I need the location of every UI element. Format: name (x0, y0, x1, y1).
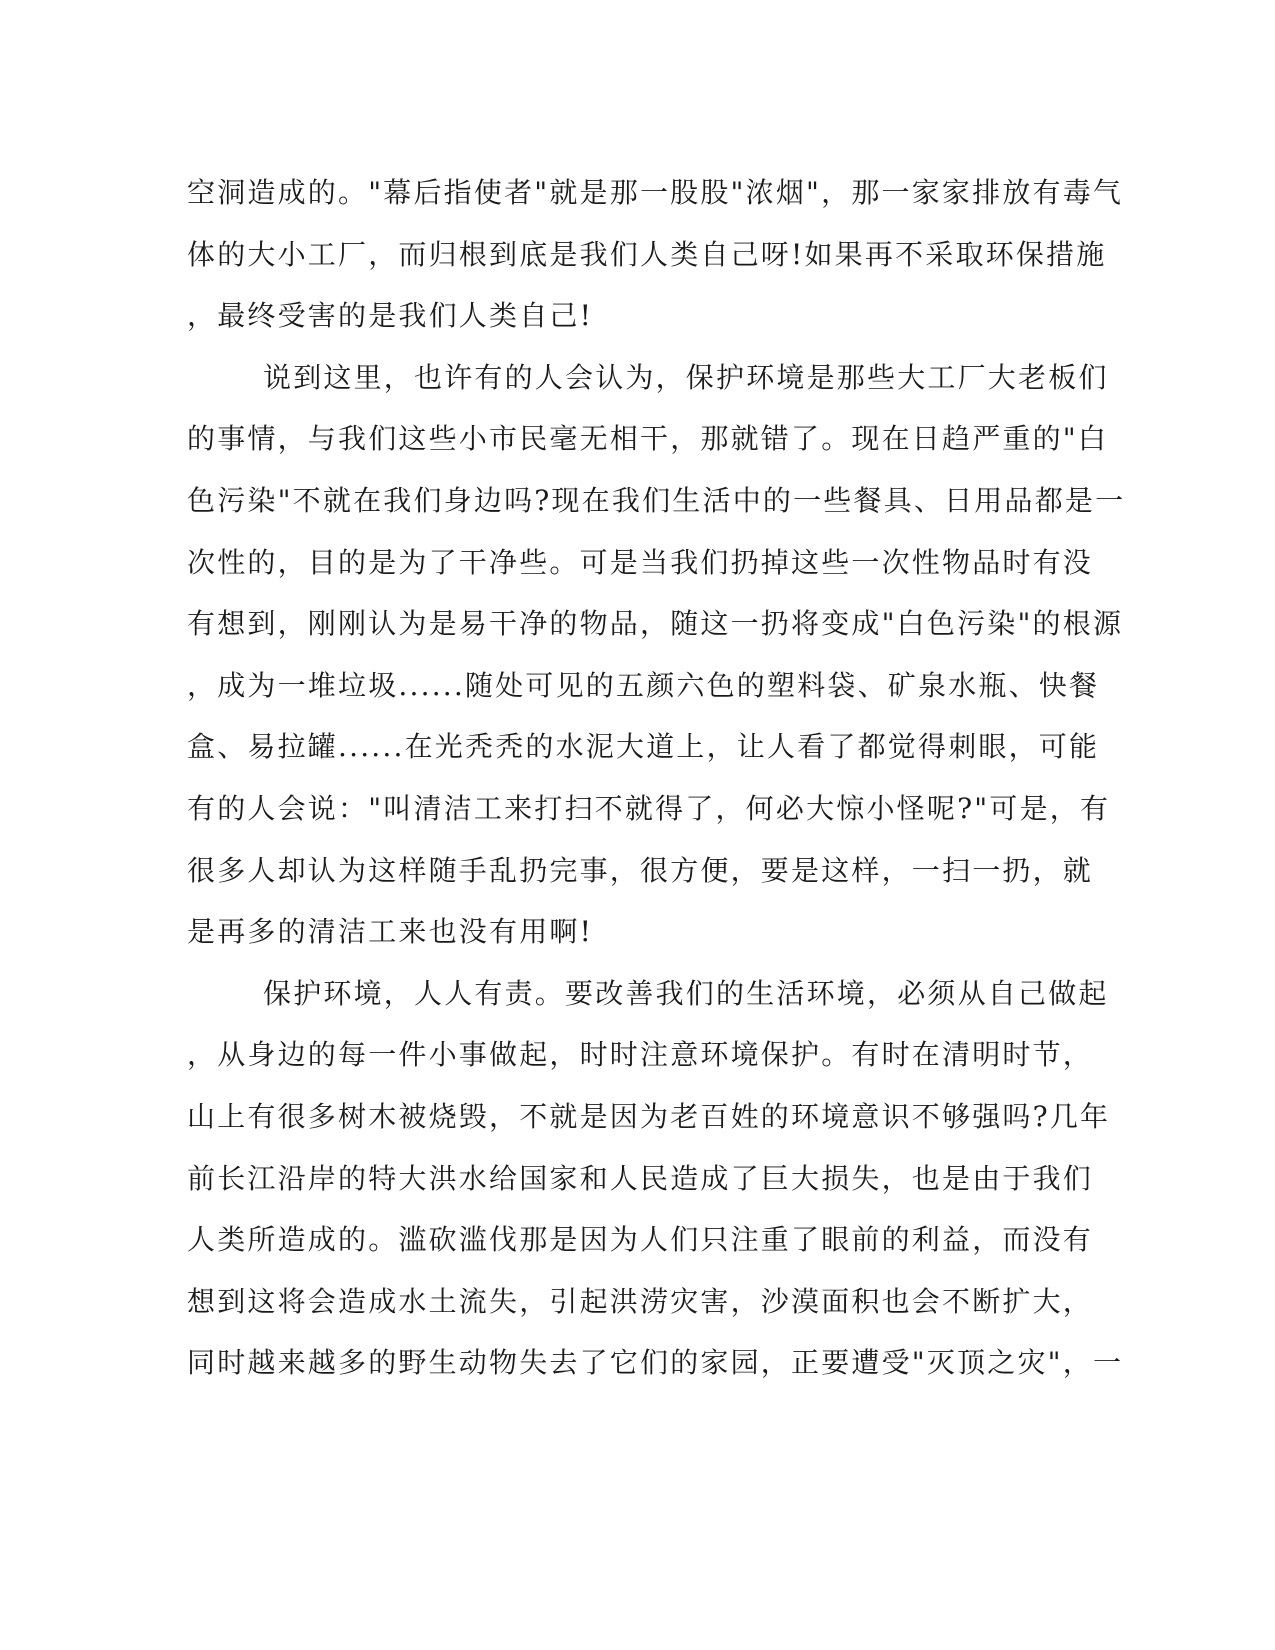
text-line-8: 有想到，刚刚认为是易干净的物品，随这一扔将变成"白色污染"的根源 (187, 607, 1124, 641)
text-line-15: ，从身边的每一件小事做起，时时注意环境保护。有时在清明时节， (187, 1038, 1094, 1072)
text-line-5: 的事情，与我们这些小市民毫无相干，那就错了。现在日趋严重的"白 (187, 422, 1109, 456)
text-line-4: 说到这里，也许有的人会认为，保护环境是那些大工厂大老板们 (263, 360, 1109, 394)
body-text (187, 162, 1126, 1394)
text-line-3: ，最终受害的是我们人类自己! (187, 299, 594, 333)
text-line-16: 山上有很多树木被烧毁，不就是因为老百姓的环境意识不够强吗?几年 (187, 1099, 1111, 1133)
text-line-7: 次性的，目的是为了干净些。可是当我们扔掉这些一次性物品时有没 (187, 545, 1094, 579)
text-line-19: 想到这将会造成水土流失，引起洪涝灾害，沙漠面积也会不断扩大， (187, 1284, 1094, 1318)
text-line-2: 体的大小工厂，而归根到底是我们人类自己呀!如果再不采取环保措施 (187, 237, 1107, 271)
text-line-10: 盒、易拉罐......在光秃秃的水泥大道上，让人看了都觉得刺眼，可能 (187, 730, 1100, 764)
text-line-12: 很多人却认为这样随手乱扔完事，很方便，要是这样，一扫一扔，就 (187, 853, 1094, 887)
text-line-18: 人类所造成的。滥砍滥伐那是因为人们只注重了眼前的利益，而没有 (187, 1223, 1094, 1257)
text-line-11: 有的人会说："叫清洁工来打扫不就得了，何必大惊小怪呢?"可是，有 (187, 791, 1111, 825)
text-line-20: 同时越来越多的野生动物失去了它们的家园，正要遭受"灭顶之灾"，一 (187, 1346, 1124, 1380)
text-line-13: 是再多的清洁工来也没有用啊! (187, 915, 594, 949)
text-line-1: 空洞造成的。"幕后指使者"就是那一股股"浓烟"，那一家家排放有毒气 (187, 176, 1124, 209)
text-line-6: 色污染"不就在我们身边吗?现在我们生活中的一些餐具、日用品都是一 (187, 483, 1126, 517)
text-line-17: 前长江沿岸的特大洪水给国家和人民造成了巨大损失，也是由于我们 (187, 1161, 1094, 1195)
text-line-14: 保护环境，人人有责。要改善我们的生活环境，必须从自己做起 (263, 976, 1109, 1010)
text-line-9: ，成为一堆垃圾......随处可见的五颜六色的塑料袋、矿泉水瓶、快餐 (187, 668, 1100, 702)
